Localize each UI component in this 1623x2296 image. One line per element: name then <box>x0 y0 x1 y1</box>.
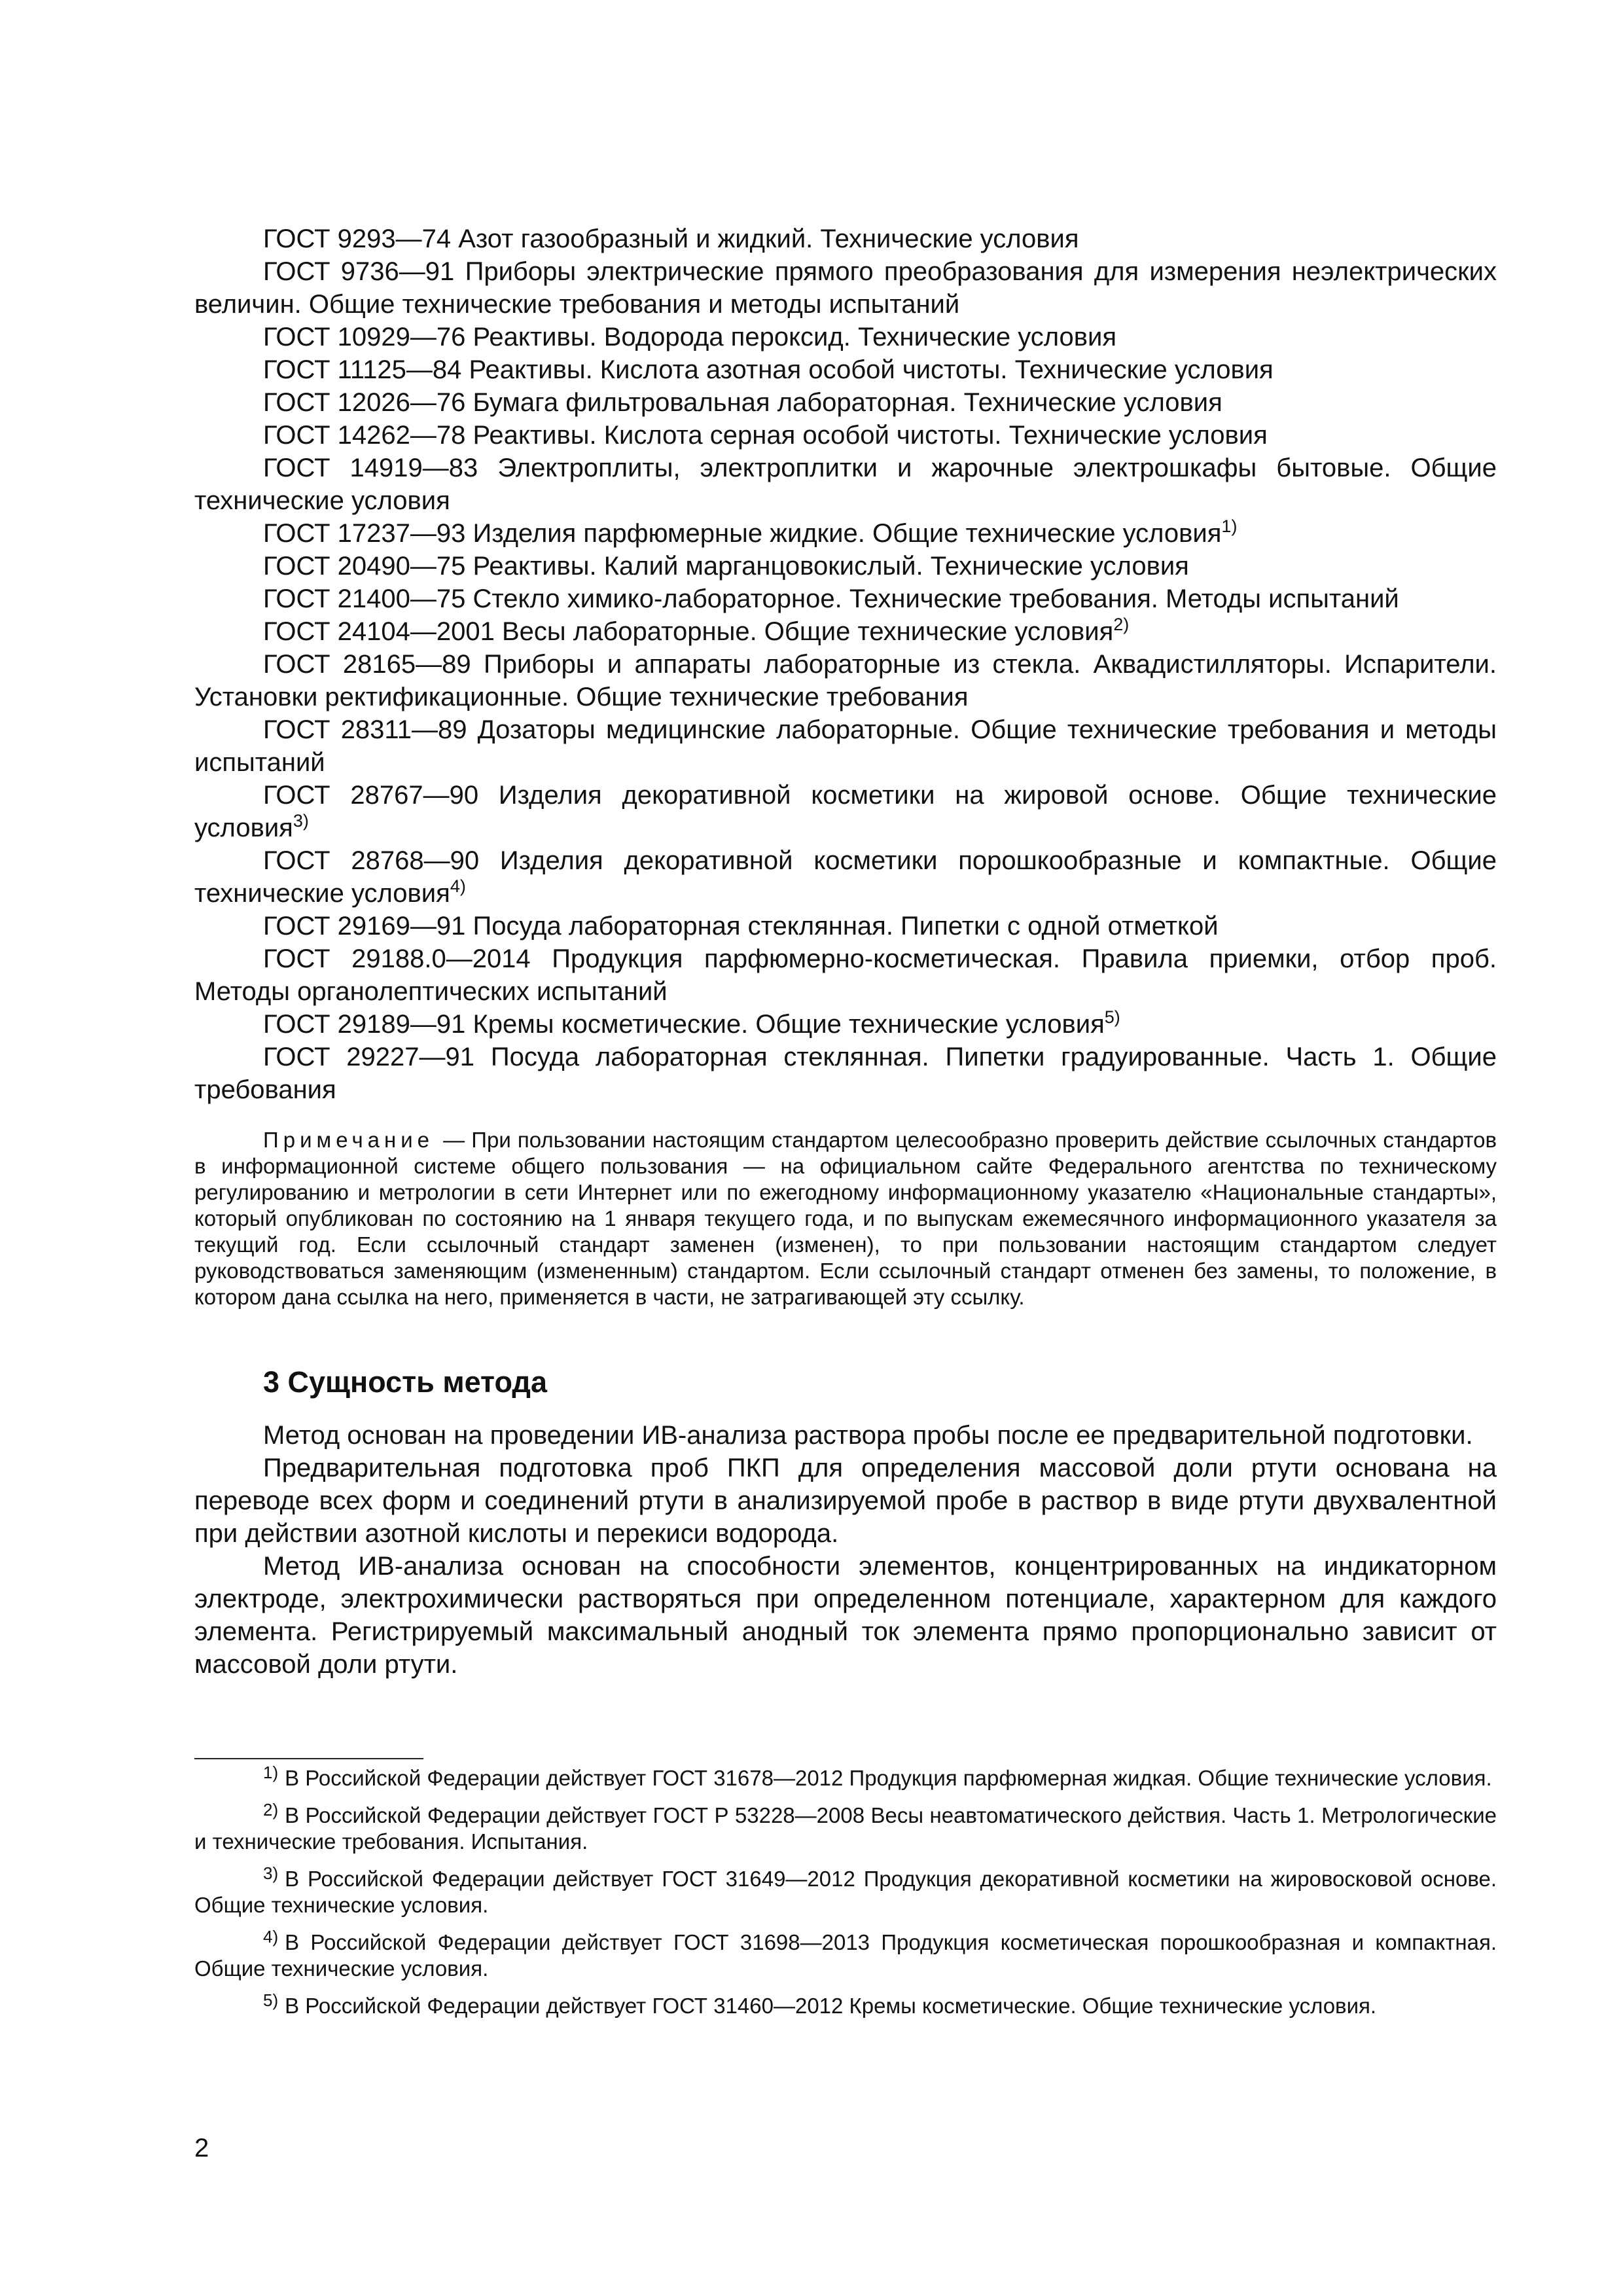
reference-code: ГОСТ 28768—90 <box>263 846 480 875</box>
note-label: Примечание <box>263 1128 435 1152</box>
body-paragraph: Метод ИВ-анализа основан на способности элементов, концентрированных на индикаторном электроде, электрохимически растворяться при определенном потенциале, характерном для каждого элемента. Регистрируемый максимальный анодный ток элемента прямо пропорционально зависит от массовой доли ртути. <box>194 1552 1497 1679</box>
reference-code: ГОСТ 29169—91 <box>263 912 466 941</box>
reference-title: Реактивы. Калий марганцовокислый. Технические условия <box>473 552 1189 581</box>
reference-title: Изделия парфюмерные жидкие. Общие технические условия <box>473 519 1222 548</box>
body-paragraph: Предварительная подготовка проб ПКП для определения массовой доли ртути основана на переводе всех форм и соединений ртути в анализируемой пробе в раствор в виде ртути двухвалентной при действии азотной кислоты и перекиси водорода. <box>194 1454 1497 1548</box>
reference-title: Бумага фильтровальная лабораторная. Технические условия <box>473 388 1222 417</box>
body-paragraph: Метод основан на проведении ИВ-анализа раствора пробы после ее предварительной подготовки. <box>263 1421 1473 1450</box>
reference-code: ГОСТ 12026—76 <box>263 388 466 417</box>
reference-item <box>194 648 1497 713</box>
reference-title: Кремы косметические. Общие технические условия <box>473 1010 1105 1039</box>
reference-code: ГОСТ 29189—91 <box>263 1010 466 1039</box>
reference-code: ГОСТ 10929—76 <box>263 323 466 351</box>
reference-item <box>194 386 1497 419</box>
reference-item <box>194 583 1497 615</box>
reference-title: Изделия декоративной косметики на жировой основе. Общие технические условия <box>194 781 1497 842</box>
reference-item <box>194 713 1497 779</box>
reference-code: ГОСТ 28767—90 <box>263 781 479 810</box>
footnote-text: В Российской Федерации действует ГОСТ 31649—2012 Продукция декоративной косметики на жировосковой основе. Общие технические условия. <box>194 1867 1497 1917</box>
note-text: — При пользовании настоящим стандартом целесообразно проверить действие ссылочных стандартов в информационной системе общего пользования — на официальном сайте Федерального агентства по техническому регулированию и метрологии в сети Интернет или по ежегодному информационному указателю «Национальные стандарты», который опубликован по состоянию на 1 января текущего года, и по выпускам ежемесячного информационного указателя за текущий год. Если ссылочный стандарт заменен (изменен), то при пользовании настоящим стандартом следует руководствоваться заменяющим (измененным) стандартом. Если ссылочный стандарт отменен без замены, то положение, в котором дана ссылка на него, применяется в части, не затрагивающей эту ссылку. <box>194 1128 1497 1309</box>
footnote-marker: 1) <box>1221 516 1238 536</box>
reference-title: Посуда лабораторная стеклянная. Пипетки с одной отметкой <box>473 912 1219 941</box>
reference-item <box>194 452 1497 517</box>
footnote-text: В Российской Федерации действует ГОСТ 31698—2013 Продукция косметическая порошкообразная и компактная. Общие технические условия. <box>194 1930 1497 1981</box>
reference-title: Дозаторы медицинские лабораторные. Общие технические требования и методы испытаний <box>194 715 1497 777</box>
reference-code: ГОСТ 14262—78 <box>263 421 466 450</box>
reference-title: Приборы и аппараты лабораторные из стекла. Аквадистилляторы. Испарители. Установки ректификационные. Общие технические требования <box>194 650 1497 711</box>
reference-code: ГОСТ 20490—75 <box>263 552 466 581</box>
reference-item <box>194 910 1497 942</box>
reference-title: Весы лабораторные. Общие технические условия <box>501 617 1114 646</box>
footnote-marker: 3) <box>293 811 309 831</box>
section-body <box>194 1419 1497 1681</box>
reference-title: Азот газообразный и жидкий. Технические условия <box>458 224 1079 253</box>
reference-title: Реактивы. Кислота азотная особой чистоты. Технические условия <box>469 355 1274 384</box>
footnote-text: В Российской Федерации действует ГОСТ 31678—2012 Продукция парфюмерная жидкая. Общие технические условия. <box>285 1766 1492 1790</box>
reference-item <box>194 1041 1497 1106</box>
footnote-mark: 4) <box>263 1927 279 1946</box>
reference-code: ГОСТ 21400—75 <box>263 584 466 613</box>
footnote <box>194 1929 1497 1982</box>
reference-code: ГОСТ 9736—91 <box>263 257 455 286</box>
footnote-separator <box>194 1758 423 1759</box>
reference-code: ГОСТ 17237—93 <box>263 519 466 548</box>
reference-code: ГОСТ 28165—89 <box>263 650 471 679</box>
footnote-mark: 2) <box>263 1800 279 1820</box>
footnote-mark: 1) <box>263 1763 279 1782</box>
reference-item <box>194 353 1497 386</box>
reference-code: ГОСТ 14919—83 <box>263 454 478 482</box>
reference-item <box>194 223 1497 255</box>
reference-code: ГОСТ 11125—84 <box>263 355 462 384</box>
reference-item <box>194 844 1497 910</box>
footnote-text: В Российской Федерации действует ГОСТ 31460—2012 Кремы косметические. Общие технические условия. <box>285 1994 1377 2018</box>
section-heading: 3 Сущность метода <box>263 1365 547 1399</box>
reference-item <box>194 255 1497 321</box>
footnote <box>194 1765 1497 1791</box>
reference-item <box>194 550 1497 583</box>
reference-code: ГОСТ 24104—2001 <box>263 617 495 646</box>
reference-item <box>194 517 1497 550</box>
page-content <box>194 223 1497 1681</box>
reference-code: ГОСТ 9293—74 <box>263 224 452 253</box>
footnotes <box>194 1765 1497 2030</box>
reference-item <box>194 779 1497 844</box>
reference-title: Приборы электрические прямого преобразования для измерения неэлектрических величин. Общие технические требования и методы испытаний <box>194 257 1497 319</box>
normative-references-list <box>194 223 1497 1106</box>
reference-item <box>194 942 1497 1008</box>
footnote <box>194 1863 1497 1918</box>
reference-item <box>194 419 1497 452</box>
reference-code: ГОСТ 28311—89 <box>263 715 467 744</box>
footnote <box>194 1800 1497 1855</box>
reference-title: Электроплиты, электроплитки и жарочные электрошкафы бытовые. Общие технические условия <box>194 454 1497 515</box>
footnote-marker: 5) <box>1104 1007 1120 1027</box>
reference-code: ГОСТ 29188.0—2014 <box>263 944 531 973</box>
footnote-marker: 4) <box>450 876 466 896</box>
reference-item <box>194 1008 1497 1041</box>
reference-item <box>194 321 1497 353</box>
reference-code: ГОСТ 29227—91 <box>263 1043 475 1071</box>
footnote-mark: 5) <box>263 1990 279 2010</box>
reference-title: Стекло химико-лабораторное. Технические требования. Методы испытаний <box>473 584 1399 613</box>
note-paragraph <box>194 1127 1497 1310</box>
page-number: 2 <box>194 2134 209 2162</box>
reference-title: Изделия декоративной косметики порошкообразные и компактные. Общие технические условия <box>194 846 1497 908</box>
footnote-mark: 3) <box>263 1863 279 1883</box>
footnote-text: В Российской Федерации действует ГОСТ Р 53228—2008 Весы неавтоматического действия. Часть 1. Метрологические и технические требования. Испытания. <box>194 1803 1497 1854</box>
reference-title: Реактивы. Кислота серная особой чистоты. Технические условия <box>473 421 1268 450</box>
reference-item <box>194 615 1497 648</box>
reference-title: Реактивы. Водорода пероксид. Технические условия <box>473 323 1117 351</box>
reference-title: Продукция парфюмерно-косметическая. Правила приемки, отбор проб. Методы органолептических испытаний <box>194 944 1497 1006</box>
footnote <box>194 1990 1497 2019</box>
reference-title: Посуда лабораторная стеклянная. Пипетки градуированные. Часть 1. Общие требования <box>194 1043 1497 1104</box>
footnote-marker: 2) <box>1113 615 1130 634</box>
